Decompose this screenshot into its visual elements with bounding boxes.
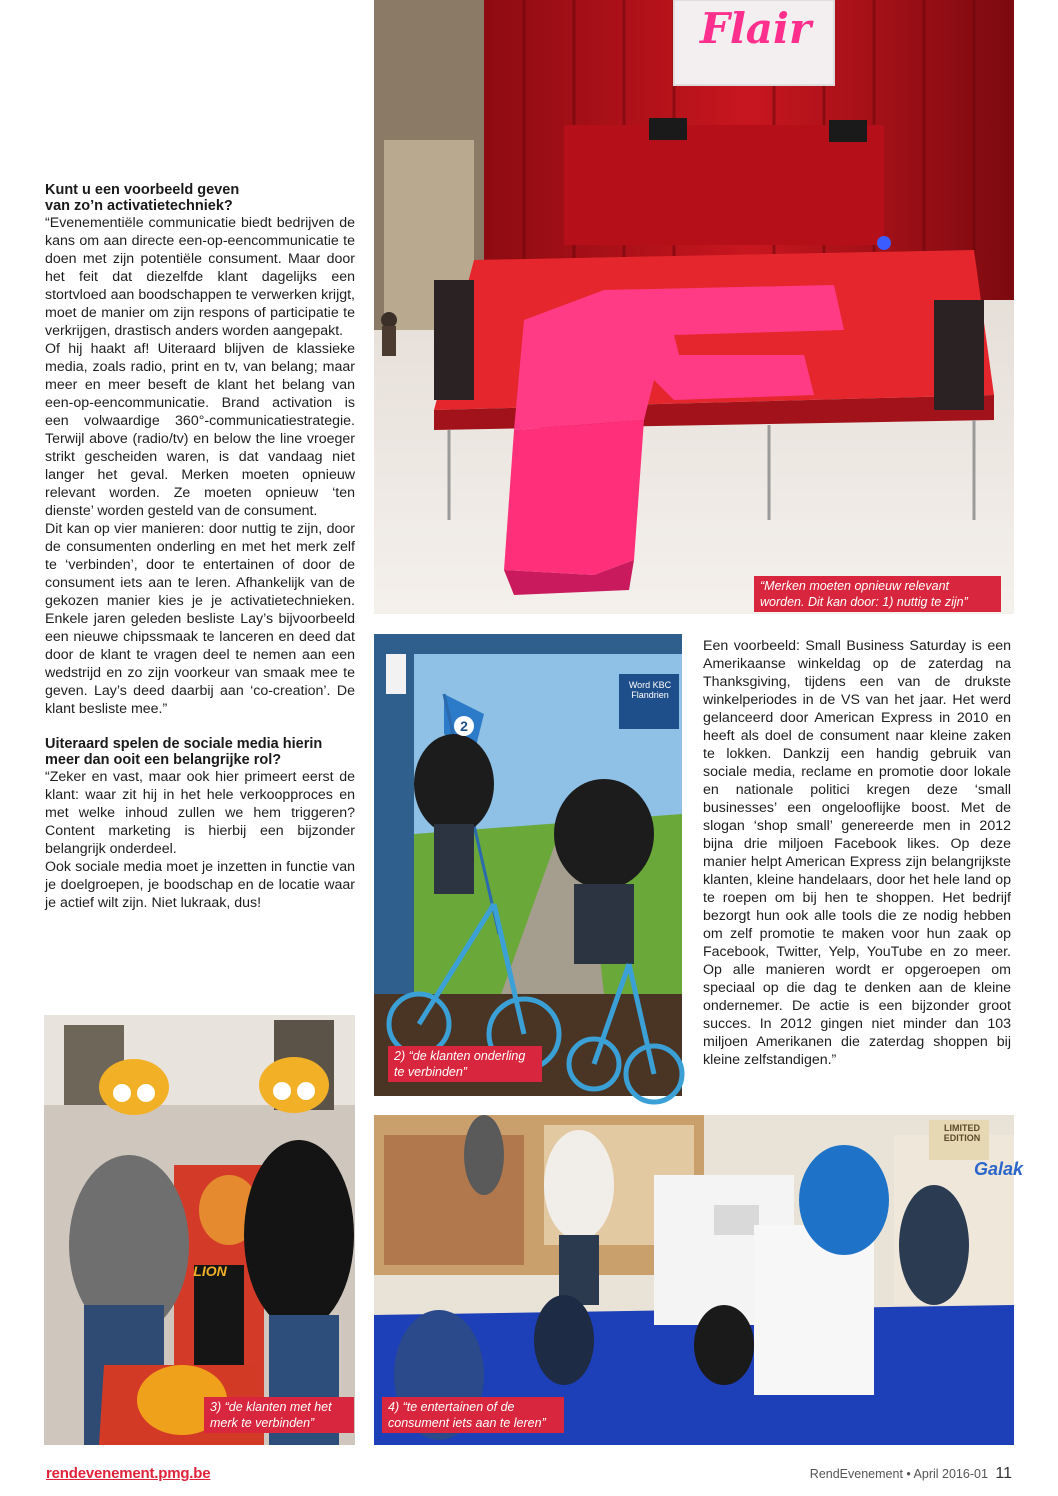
caption-line: worden. Dit kan door: 1) nuttig te zijn” bbox=[760, 595, 968, 609]
lion-logo-text: LION bbox=[193, 1263, 227, 1279]
page-number: 11 bbox=[995, 1465, 1012, 1482]
paragraph: Dit kan op vier manieren: door nuttig te zijn, door de consumenten onderling en met het merk zelf te ‘verbinden’, door te entertainen of door de consument iets aan te leren. Afhankelijk van de gekozen manier kies je je activatietechnieken. Enkele jaren geleden besliste Lay’s bijvoorbeeld een nieuwe chipssmaak te lanceren en deed dat door de klant te vragen deel te nemen aan een wedstrijd en zo zijn voorkeur van smaak mee te geven. Lay’s deed daarbij aan ‘co-creation’. De klant besliste mee.” bbox=[45, 521, 355, 717]
lion-mask-photo bbox=[44, 1015, 355, 1445]
paragraph: Of hij haakt af! Uiteraard blijven de klassieke media, zoals radio, print en tv, van belang; maar meer en meer beseft de klant het belang van een-op-eencommunicatie. Brand activation is een volwaardige 360°-communicatiestrategie. Terwijl above (radio/tv) en below the line vroeger strikt gescheiden waren, is dat vandaag niet langer het geval. Merken moeten opnieuw relevant worden. Ze moeten opnieuw ‘ten dienste’ worden gesteld van de consument. bbox=[45, 341, 355, 519]
footer-site-link[interactable]: rendevenement.pmg.be bbox=[46, 1465, 211, 1482]
footer-issue bbox=[810, 1465, 1012, 1483]
caption-3 bbox=[204, 1397, 354, 1433]
heading-line: Uiteraard spelen de sociale media hierin bbox=[45, 736, 323, 752]
flair-sign: Flair bbox=[700, 4, 812, 53]
paragraph: Een voorbeeld: Small Business Saturday is een Amerikaanse winkeldag op de zaterdag na Thanksgiving, tijdens een van de drukste winkelperiodes in de VS van het jaar. Het werd gelanceerd door American Express in 2010 en heeft als doel de consument naar kleine zaken te lokken. Dankzij een handig gebruik van sociale media, reclame en promotie door lokale en nationale politici kregen deze ‘small businesses’ een ongelooflijke boost. Met de slogan ‘shop small’ genereerde men in 2012 bijna drie miljoen Facebook likes. Op deze manier helpt American Express zijn belangrijkste klanten, kleine handelaars, door het hele land op te roepen om bij hen te shoppen. Het bedrijf bezorgt hun ook alle tools die ze nodig hebben om zelf promotie te maken voor hun zaak op Facebook, Twitter, Yelp, YouTube en zo meer. Op alle manieren wordt er opgeroepen om speciaal op die dag te denken aan de kleine ondernemer. De actie is een bijzonder groot succes. In 2012 gingen niet minder dan 103 miljoen Amerikanen die zaterdag shoppen bij kleine zelfstandigen.” bbox=[703, 638, 1011, 1068]
caption-4 bbox=[382, 1397, 564, 1433]
paragraph: Ook sociale media moet je inzetten in functie van je doelgroepen, je boodschap en de locatie waar je actief wilt zijn. Niet lukraak, dus! bbox=[45, 859, 355, 911]
kbc-banner-text: Word KBC Flandrien bbox=[628, 680, 672, 700]
paragraph: “Evenementiële communicatie biedt bedrijven de kans om aan directe een-op-eencommunicatie te doen met zijn potentiële consument. Maar door het feit dat diezelfde klant dagelijks een stortvloed aan boodschappen te verwerken krijgt, moet de manier om zijn respons of participatie te verkrijgen, drastisch anders worden aangepakt. bbox=[45, 215, 355, 339]
caption-line: merk te verbinden” bbox=[210, 1416, 315, 1430]
caption-line: te verbinden” bbox=[394, 1065, 467, 1079]
caption-line: “Merken moeten opnieuw relevant bbox=[760, 579, 949, 593]
heading-line: van zo’n activatietechniek? bbox=[45, 198, 233, 214]
galak-stand-photo bbox=[374, 1115, 1024, 1445]
bike-photo bbox=[374, 634, 682, 1096]
heading-line: meer dan ooit een belangrijke rol? bbox=[45, 752, 282, 768]
paragraph: “Zeker en vast, maar ook hier primeert eerst de klant: waar zit hij in het hele verkoopproces en met welke inhoud zullen we hem triggeren? Content marketing is hierbij een bijzonder belangrijk onderdeel. bbox=[45, 769, 355, 857]
right-text-column bbox=[703, 637, 1011, 1069]
caption-line: consument iets aan te leren” bbox=[388, 1416, 546, 1430]
heading-social-media bbox=[45, 736, 355, 768]
flag-number: 2 bbox=[454, 716, 474, 736]
caption-line: 3) “de klanten met het bbox=[210, 1400, 332, 1414]
left-text-column bbox=[45, 182, 355, 912]
galak-brand-text: Galak bbox=[974, 1159, 1024, 1179]
stage-photo bbox=[374, 0, 1014, 614]
limited-edition-text: LIMITED EDITION bbox=[943, 1123, 981, 1143]
footer-issue-text: RendEvenement • April 2016-01 bbox=[809, 1467, 988, 1481]
heading-line: Kunt u een voorbeeld geven bbox=[45, 182, 240, 198]
caption-line: 4) “te entertainen of de bbox=[388, 1400, 515, 1414]
caption-2 bbox=[388, 1046, 542, 1082]
heading-activation-example bbox=[45, 182, 355, 214]
caption-line: 2) “de klanten onderling bbox=[394, 1049, 526, 1063]
caption-1 bbox=[754, 576, 1001, 612]
